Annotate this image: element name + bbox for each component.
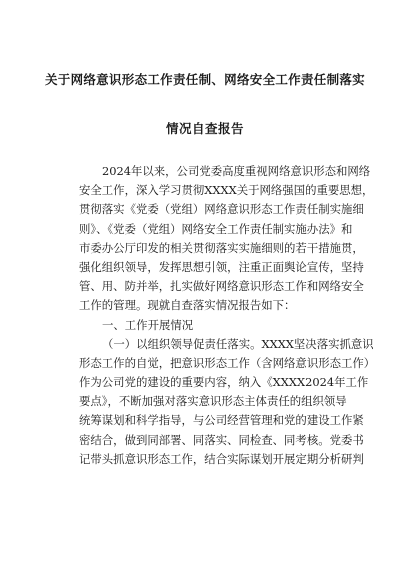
paragraph-1-line: 强化组织领导，发挥思想引领，注重正面舆论宣传，坚持 <box>79 259 364 274</box>
paragraph-2-line: 作为公司党的建设的重要内容，纳入《XXXX2024年工作 <box>79 375 369 390</box>
paragraph-1-line: 2024年以来，公司党委高度重视网络意识形态和网络 <box>102 164 371 178</box>
paragraph-1-line: 贯彻落实《党委（党组）网络意识形态工作责任制实施细 <box>79 202 364 217</box>
paragraph-2-line: 要点》，不断加强对落实意识形态主体责任的组织领导 <box>79 394 347 409</box>
paragraph-1-line: 安全工作，深入学习贯彻XXXX关于网络强国的重要思想， <box>79 183 374 198</box>
paragraph-2-line: （一）以组织领导促责任落实。XXXX坚决落实抓意识 <box>102 336 374 351</box>
paragraph-1-line: 管、用、防并举，扎实做好网络意识形态工作和网络安全 <box>79 279 364 294</box>
document-title-line-1: 关于网络意识形态工作责任制、网络安全工作责任制落实 <box>44 72 365 87</box>
paragraph-2-line: 记带头抓意识形态工作，结合实际谋划开展定期分析研判 <box>79 451 364 466</box>
paragraph-1-line: 工作的管理。现就自查落实情况报告如下： <box>79 298 296 313</box>
paragraph-2-line: 统筹谋划和科学指导，与公司经营管理和党的建设工作紧 <box>79 413 364 428</box>
paragraph-2-line: 形态工作的自觉，把意识形态工作（含网络意识形态工作） <box>79 355 376 370</box>
paragraph-1-line: 则》、《党委（党组）网络安全工作责任制实施办法》和 <box>79 221 353 236</box>
document-body <box>79 162 376 469</box>
paragraph-2-line: 密结合，做到同部署、同落实、同检查、同考核。党委书 <box>79 432 364 447</box>
section-heading: 一、工作开展情况 <box>102 317 194 332</box>
document-title-line-2: 情况自查报告 <box>165 121 244 136</box>
paragraph-1-line: 市委办公厅印发的相关贯彻落实实施细则的若干措施贯， <box>79 240 364 255</box>
